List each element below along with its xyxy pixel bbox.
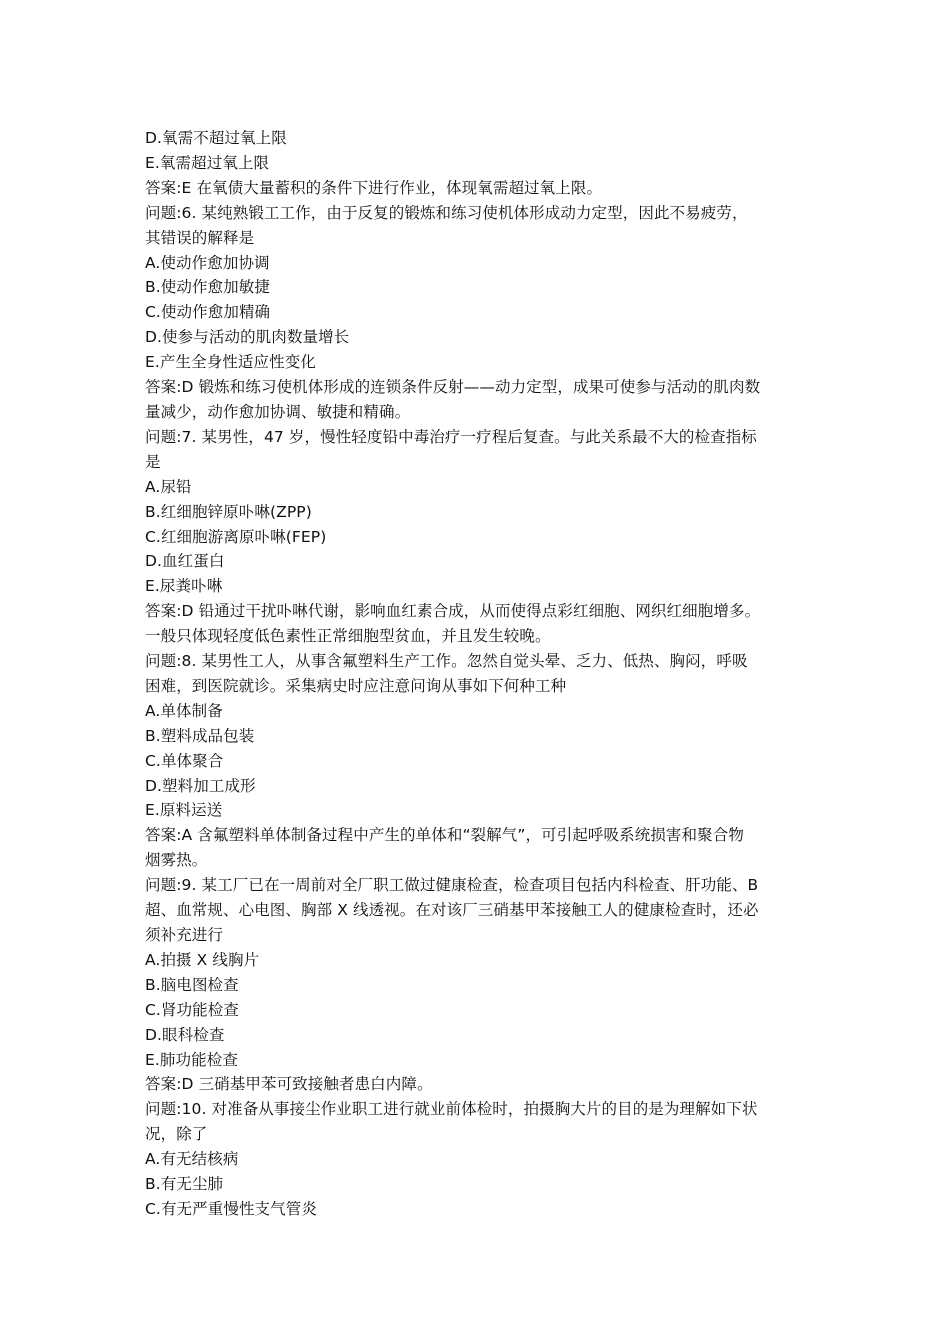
- option-line: D.血红蛋白: [145, 552, 225, 571]
- question-line: 问题:6. 某纯熟锻工工作，由于反复的锻炼和练习使机体形成动力定型，因此不易疲劳，: [145, 203, 748, 222]
- question-line: 须补充进行: [145, 926, 224, 944]
- option-line: E.肺功能检查: [145, 1050, 238, 1069]
- answer-line: 一般只体现轻度低色素性正常细胞型贫血，并且发生较晚。: [145, 627, 551, 646]
- question-line: 问题:8. 某男性工人，从事含氟塑料生产工作。忽然自觉头晕、乏力、低热、胸闷，呼吸: [145, 652, 748, 671]
- answer-line: 答案:E 在氧债大量蓄积的条件下进行作业，体现氧需超过氧上限。: [145, 178, 603, 197]
- option-line: C.有无严重慢性支气管炎: [145, 1199, 317, 1218]
- option-line: A.使动作愈加协调: [145, 253, 270, 272]
- option-line: C.单体聚合: [145, 751, 224, 770]
- option-line: A.单体制备: [145, 701, 223, 720]
- question-line: 况，除了: [145, 1125, 208, 1144]
- question-line: 问题:9. 某工厂已在一周前对全厂职工做过健康检查，检查项目包括内科检查、肝功能、B: [145, 876, 759, 895]
- option-line: E.尿粪卟啉: [145, 577, 223, 596]
- question-line: 问题:7. 某男性，47 岁，慢性轻度铅中毒治疗一疗程后复查。与此关系最不大的检查指标: [145, 427, 757, 446]
- option-line: A.拍摄 X 线胸片: [145, 950, 260, 969]
- answer-line: 量减少，动作愈加协调、敏捷和精确。: [145, 402, 411, 421]
- option-line: D.使参与活动的肌肉数量增长: [145, 328, 350, 347]
- option-line: A.有无结核病: [145, 1150, 239, 1169]
- question-line: 困难，到医院就诊。采集病史时应注意问询从事如下何种工种: [145, 676, 567, 695]
- question-line: 其错误的解释是: [145, 228, 255, 247]
- option-line: D.眼科检查: [145, 1025, 225, 1044]
- option-line: E.产生全身性适应性变化: [145, 353, 316, 372]
- option-line: C.肾功能检查: [145, 1000, 239, 1019]
- option-line: D.塑料加工成形: [145, 776, 256, 795]
- option-line: E.氧需超过氧上限: [145, 153, 270, 172]
- option-line: C.红细胞游离原卟啉(FEP): [145, 527, 327, 546]
- option-line: B.红细胞锌原卟啉(ZPP): [145, 502, 312, 521]
- answer-line: 答案:A 含氟塑料单体制备过程中产生的单体和“裂解气”，可引起呼吸系统损害和聚合物: [145, 826, 744, 845]
- answer-line: 烟雾热。: [145, 851, 208, 870]
- option-line: B.塑料成品包装: [145, 726, 255, 745]
- answer-line: 答案:D 三硝基甲苯可致接触者患白内障。: [145, 1075, 433, 1094]
- document-page: [145, 126, 813, 1222]
- question-line: 超、血常规、心电图、胸部 X 线透视。在对该厂三硝基甲苯接触工人的健康检查时，还必: [145, 901, 759, 920]
- answer-line: 答案:D 锻炼和练习使机体形成的连锁条件反射——动力定型，成果可使参与活动的肌肉数: [145, 378, 761, 397]
- question-line: 问题:10. 对准备从事接尘作业职工进行就业前体检时，拍摄胸大片的目的是为理解如下状: [145, 1100, 758, 1119]
- option-line: D.氧需不超过氧上限: [145, 129, 287, 147]
- question-line: 是: [145, 452, 161, 471]
- option-line: E.原料运送: [145, 801, 223, 820]
- option-line: C.使动作愈加精确: [145, 303, 271, 322]
- answer-line: 答案:D 铅通过干扰卟啉代谢，影响血红素合成，从而使得点彩红细胞、网织红细胞增多。: [145, 602, 761, 621]
- option-line: A.尿铅: [145, 477, 192, 496]
- option-line: B.使动作愈加敏捷: [145, 278, 270, 297]
- option-line: B.有无尘肺: [145, 1175, 224, 1194]
- option-line: B.脑电图检查: [145, 975, 239, 994]
